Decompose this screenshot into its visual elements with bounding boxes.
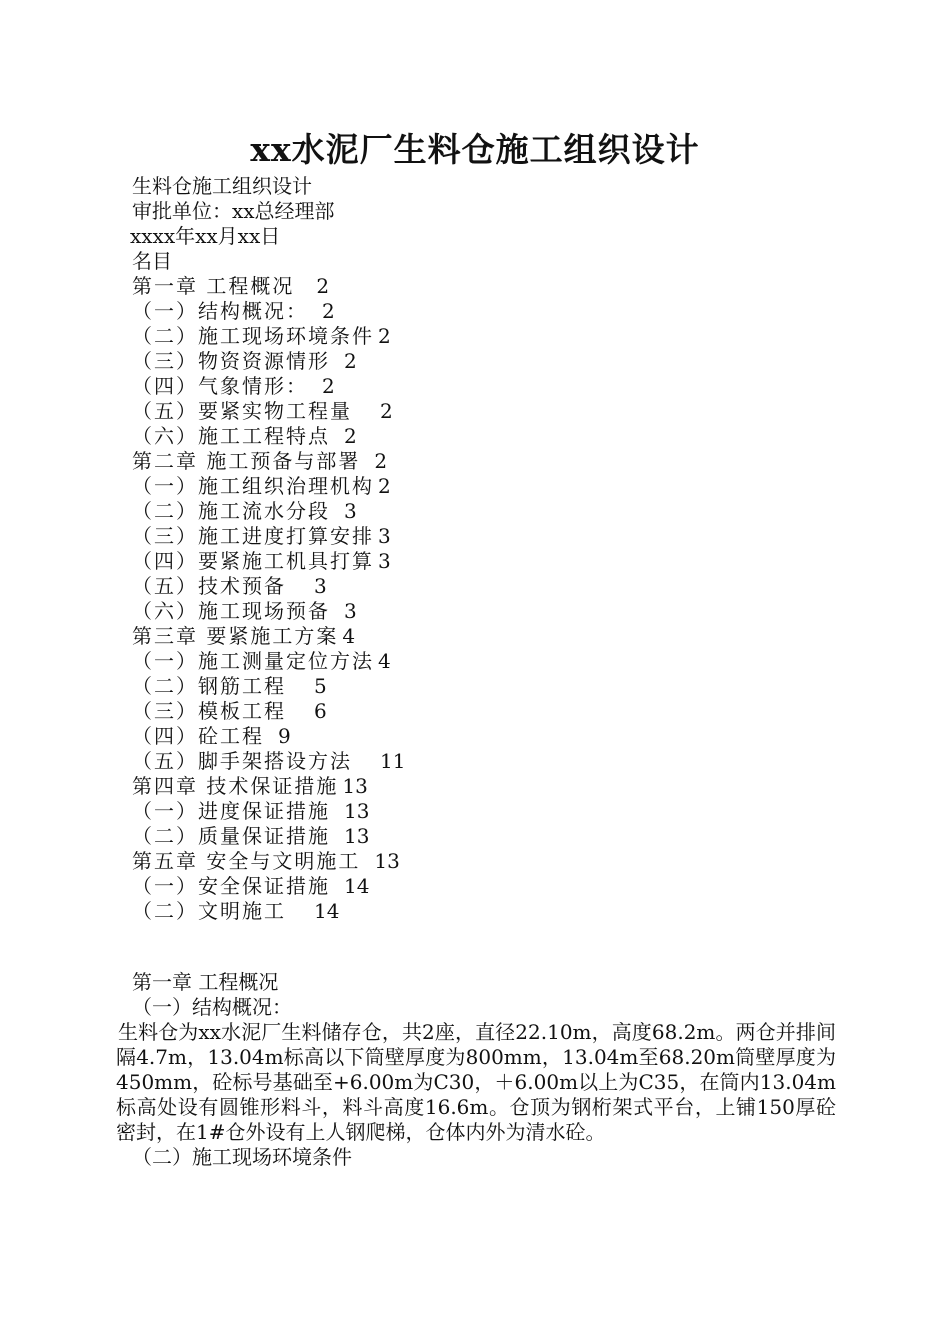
- section-heading: （二）施工现场环境条件: [132, 1145, 352, 1169]
- chapter-heading: 第一章 工程概况: [132, 970, 279, 994]
- toc-entry-page: 3: [378, 549, 391, 573]
- toc-entry[interactable]: [132, 299, 405, 324]
- toc-entry-page: 2: [380, 399, 393, 423]
- toc-entry-page: 2: [316, 274, 330, 298]
- toc-entry[interactable]: [132, 699, 405, 724]
- table-of-contents: [132, 274, 405, 924]
- toc-entry-label: （二）施工流水分段: [132, 499, 330, 523]
- toc-entry[interactable]: [132, 324, 405, 349]
- toc-entry-page: 14: [314, 899, 340, 923]
- toc-entry[interactable]: [132, 524, 405, 549]
- toc-entry-label: （三）施工进度打算安排: [132, 524, 374, 548]
- toc-entry-page: 13: [344, 824, 370, 848]
- toc-entry-page: 11: [380, 749, 406, 773]
- toc-entry-label: 第三章 要紧施工方案: [132, 624, 339, 648]
- toc-entry[interactable]: [132, 349, 405, 374]
- toc-entry-page: 6: [314, 699, 327, 723]
- toc-entry-label: （二）钢筋工程: [132, 674, 286, 698]
- toc-entry[interactable]: [132, 674, 405, 699]
- toc-entry-page: 4: [378, 649, 391, 673]
- toc-entry-label: 第一章 工程概况: [132, 274, 295, 298]
- toc-entry-page: 2: [322, 374, 335, 398]
- toc-entry-page: 3: [314, 574, 327, 598]
- toc-entry-page: 2: [344, 424, 357, 448]
- meta-subtitle: 生料仓施工组织设计: [132, 174, 312, 198]
- toc-entry-label: （四）气象情形：: [132, 374, 308, 398]
- toc-entry[interactable]: [132, 449, 405, 474]
- toc-entry-label: （三）物资资源情形: [132, 349, 330, 373]
- toc-entry-label: （五）脚手架搭设方法: [132, 749, 352, 773]
- section-heading: （一）结构概况：: [132, 995, 292, 1019]
- toc-entry-page: 3: [378, 524, 391, 548]
- meta-date: xxxx年xx月xx日: [130, 224, 281, 248]
- toc-entry[interactable]: [132, 874, 405, 899]
- toc-entry[interactable]: [132, 499, 405, 524]
- toc-entry-label: （六）施工工程特点: [132, 424, 330, 448]
- toc-entry-page: 2: [344, 349, 357, 373]
- meta-approval-unit: 审批单位：xx总经理部: [132, 199, 335, 223]
- toc-entry-label: （五）技术预备: [132, 574, 286, 598]
- toc-entry-page: 3: [344, 499, 357, 523]
- toc-entry-page: 13: [344, 799, 370, 823]
- toc-entry[interactable]: [132, 474, 405, 499]
- toc-entry-page: 13: [342, 774, 368, 798]
- toc-entry-label: （三）模板工程: [132, 699, 286, 723]
- document-title: xx水泥厂生料仓施工组织设计: [250, 130, 700, 169]
- toc-entry-page: 5: [314, 674, 327, 698]
- toc-entry-label: （二）质量保证措施: [132, 824, 330, 848]
- toc-entry[interactable]: [132, 374, 405, 399]
- toc-entry-page: 3: [344, 599, 357, 623]
- toc-entry-page: 13: [374, 849, 400, 873]
- toc-entry[interactable]: [132, 849, 405, 874]
- toc-entry-label: （一）施工测量定位方法: [132, 649, 374, 673]
- toc-entry-page: 2: [374, 449, 388, 473]
- document-body: [116, 970, 836, 1170]
- toc-entry-label: （一）进度保证措施: [132, 799, 330, 823]
- toc-entry-label: （一）结构概况：: [132, 299, 308, 323]
- toc-entry-label: （二）施工现场环境条件: [132, 324, 374, 348]
- toc-entry[interactable]: [132, 649, 405, 674]
- toc-entry[interactable]: [132, 424, 405, 449]
- toc-entry-label: （一）安全保证措施: [132, 874, 330, 898]
- toc-entry-page: 2: [378, 474, 391, 498]
- toc-entry-label: 第五章 安全与文明施工: [132, 849, 361, 873]
- toc-entry[interactable]: [132, 549, 405, 574]
- toc-entry-label: （四）要紧施工机具打算: [132, 549, 374, 573]
- toc-entry-page: 4: [342, 624, 356, 648]
- toc-entry[interactable]: [132, 749, 405, 774]
- toc-entry[interactable]: [132, 724, 405, 749]
- toc-entry[interactable]: [132, 574, 405, 599]
- toc-entry-label: （二）文明施工: [132, 899, 286, 923]
- toc-entry[interactable]: [132, 774, 405, 799]
- toc-entry-label: 第四章 技术保证措施: [132, 774, 339, 798]
- toc-entry[interactable]: [132, 599, 405, 624]
- toc-entry-label: （四）砼工程: [132, 724, 264, 748]
- toc-heading: 名目: [132, 249, 172, 273]
- toc-entry-page: 14: [344, 874, 370, 898]
- toc-entry-label: （五）要紧实物工程量: [132, 399, 352, 423]
- toc-entry-label: （一）施工组织治理机构: [132, 474, 374, 498]
- toc-entry[interactable]: [132, 799, 405, 824]
- toc-entry-page: 2: [322, 299, 335, 323]
- toc-entry[interactable]: [132, 899, 405, 924]
- toc-entry[interactable]: [132, 399, 405, 424]
- toc-entry-label: （六）施工现场预备: [132, 599, 330, 623]
- toc-entry[interactable]: [132, 274, 405, 299]
- body-paragraph: 生料仓为xx水泥厂生料储存仓，共2座，直径22.10m，高度68.2m。两仓并排间隔4.7m，13.04m标高以下筒壁厚度为800mm，13.04m至68.20m筒壁厚度为450mm，砼标号基础至+6.00m为C30，＋6.00m以上为C35，在筒内13.04m标高处设有圆锥形料斗，料斗高度16.6m。仓顶为钢桁架式平台，上铺150厚砼密封，在1#仓外设有上人钢爬梯，仓体内外为清水砼。: [116, 1020, 836, 1144]
- toc-entry-page: 2: [378, 324, 391, 348]
- toc-entry[interactable]: [132, 624, 405, 649]
- toc-entry-page: 9: [278, 724, 291, 748]
- toc-entry[interactable]: [132, 824, 405, 849]
- document-meta: [132, 174, 335, 274]
- toc-entry-label: 第二章 施工预备与部署: [132, 449, 361, 473]
